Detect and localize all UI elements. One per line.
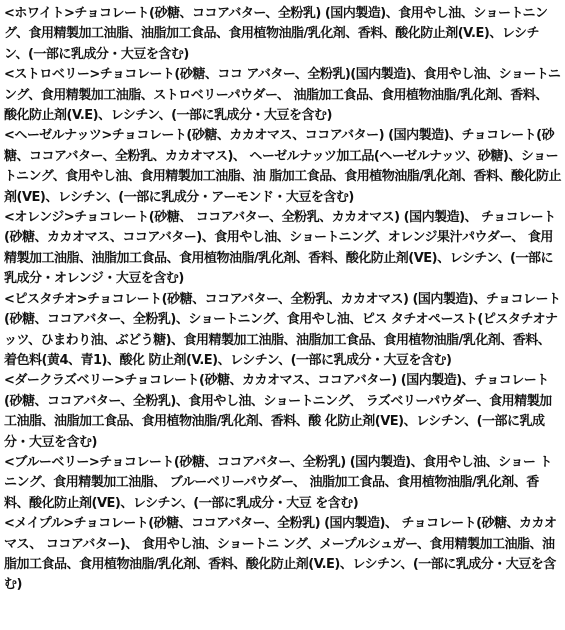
flavor-name: <ダークラズベリー>: [4, 373, 125, 389]
ingredients-entry-hazelnut: [4, 126, 562, 208]
flavor-name: <オレンジ>: [4, 210, 75, 226]
ingredients-entry-pistachio: [4, 290, 562, 372]
ingredients-entry-dark-raspberry: [4, 371, 562, 453]
ingredients-text: チョコレート(砂糖、ココアバター、全粉乳、カカオマス) (国内製造)、チョコレート(砂糖、ココアバター、全粉乳)、ショートニング、食用やし油、ピス タチオペースト(ピスタチオナッツ、ひまわり油、ぶどう糖)、食用精製加工油脂、油脂加工食品、食用植物油脂/乳化剤、香料、着色料(黄4、青1)、酸化 防止剤(V.E)、レシチン、(一部に乳成分・大豆を含む): [4, 291, 561, 368]
flavor-name: <ヘーゼルナッツ>: [4, 128, 112, 144]
ingredients-entry-white: [4, 4, 562, 65]
ingredients-entry-blueberry: [4, 453, 562, 514]
ingredients-entry-strawberry: [4, 65, 562, 126]
ingredients-entry-maple: [4, 514, 562, 596]
flavor-name: <メイプル>: [4, 516, 74, 532]
ingredients-text: チョコレート(砂糖、ココアバター、全粉乳) (国内製造)、食用やし油、ショートニング、食用精製加工油脂、油脂加工食品、食用植物油脂/乳化剤、香料、酸化防止剤(V.E)、レシチン、(一部に乳成分・大豆を含む): [4, 6, 548, 62]
ingredients-text: チョコレート(砂糖、ココアバター、全粉乳) (国内製造)、食用やし油、ショー トニング、食用精製加工油脂、 ブルーベリーパウダー、 油脂加工食品、食用植物油脂/乳化剤、香料、酸化防止剤(VE)、レシチン、(一部に乳成分・大豆 を含む): [4, 454, 552, 511]
ingredients-text: チョコレート(砂糖、ココアバター、全粉乳) (国内製造)、 チョコレート(砂糖、カカオマス、 ココアバター)、 食用やし油、ショートニ ング、メープルシュガー、食用精製加工油脂、油脂加工食品、食用植物油脂/乳化剤、香料、酸化防止剤(V.E)、レシチン、(一部に乳成分・大豆を含む): [4, 516, 557, 593]
flavor-name: <ブルーベリー>: [4, 454, 100, 470]
ingredients-text: チョコレート(砂糖、 ココアバター、全粉乳、カカオマス) (国内製造)、 チョコレート(砂糖、カカオマス、ココアバター)、食用やし油、ショートニング、オレンジ果汁パウダー、 食用精製加工油脂、油脂加工食品、食用植物油脂/乳化剤、香料、酸化防止剤(VE)、レシチン、(一部に乳成分・オレンジ・大豆を含む): [4, 210, 556, 287]
ingredients-text: チョコレート(砂糖、カカオマス、ココアバター) (国内製造)、チョコレート(砂糖、ココアバター、全粉乳、カカオマス)、 ヘーゼルナッツ加工品(ヘーゼルナッツ、砂糖)、ショートニング、食用やし油、食用精製加工油脂、油 脂加工食品、食用植物油脂/乳化剤、香料、酸化防止剤(VE)、レシチン、(一部に乳成分・アーモンド・大豆を含む): [4, 128, 561, 205]
ingredients-entry-orange: [4, 208, 562, 290]
ingredients-text: チョコレート(砂糖、カカオマス、ココアバター) (国内製造)、チョコレート(砂糖、ココアバター、全粉乳)、食用やし油、ショートニング、 ラズベリーパウダー、食用精製加工油脂、油脂加工食品、食用植物油脂/乳化剤、香料、酸 化防止剤(VE)、レシチン、(一部に乳成分・大豆を含む): [4, 373, 552, 450]
flavor-name: <ピスタチオ>: [4, 291, 88, 307]
ingredients-text: チョコレート(砂糖、ココ アバター、全粉乳)(国内製造)、食用やし油、ショートニング、食用精製加工油脂、ストロベリーパウダー、 油脂加工食品、食用植物油脂/乳化剤、香料、 酸化防止剤(V.E)、レシチン、(一部に乳成分・大豆を含む): [4, 67, 561, 124]
flavor-name: <ストロベリー>: [4, 67, 100, 83]
flavor-name: <ホワイト>: [4, 6, 75, 21]
